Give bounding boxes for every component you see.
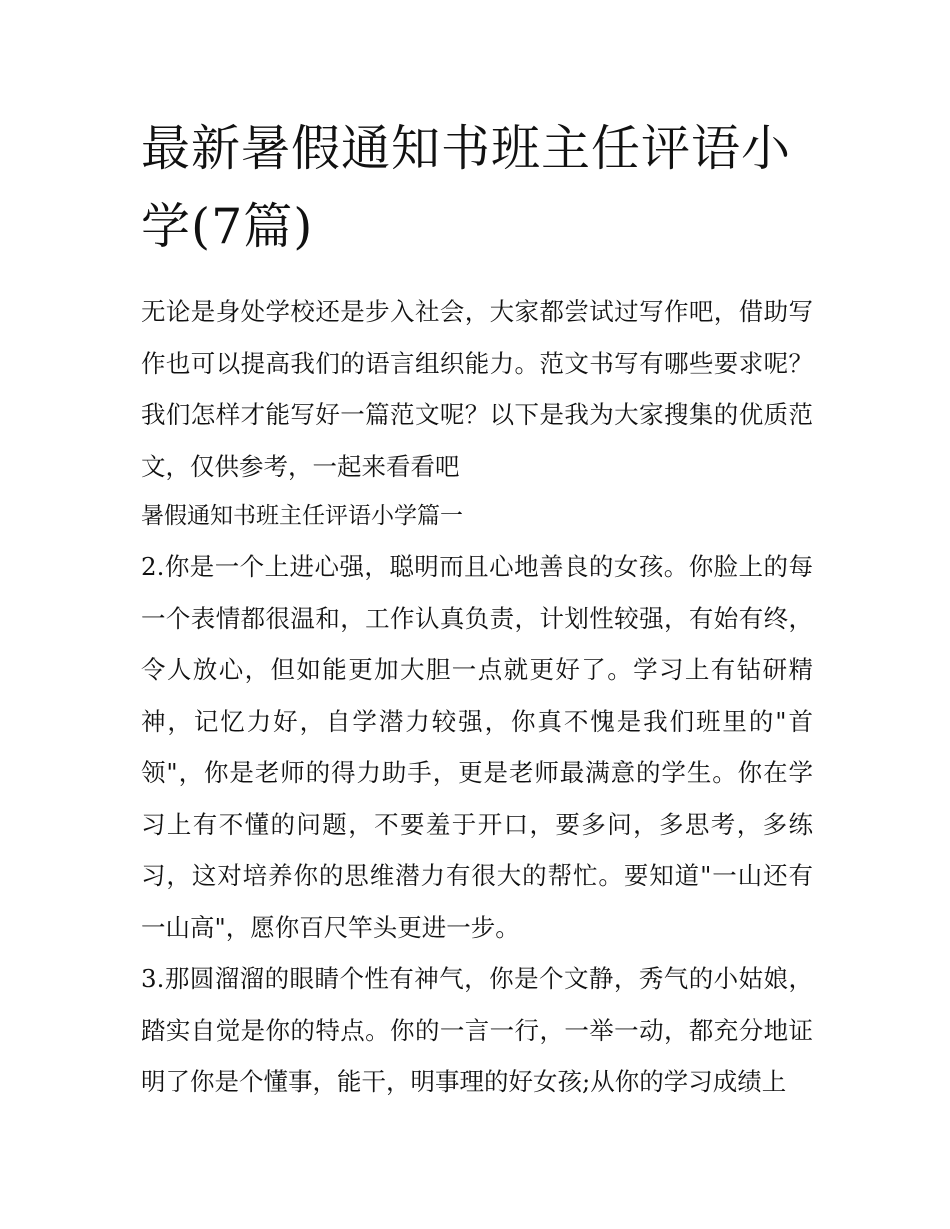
document-page xyxy=(141,110,813,1108)
comment-paragraph-3: 3.那圆溜溜的眼睛个性有神气，你是个文静，秀气的小姑娘，踏实自觉是你的特点。你的一言一行，一举一动，都充分地证明了你是个懂事，能干，明事理的好女孩;从你的学习成绩上 xyxy=(141,964,813,1096)
section-heading: 暑假通知书班主任评语小学篇一 xyxy=(141,503,463,529)
intro-paragraph: 无论是身处学校还是步入社会，大家都尝试过写作吧，借助写作也可以提高我们的语言组织能力。范文书写有哪些要求呢？我们怎样才能写好一篇范文呢？以下是我为大家搜集的优质范文，仅供参考，一起来看看吧 xyxy=(141,297,813,481)
document-body xyxy=(141,286,813,1108)
document-title: 最新暑假通知书班主任评语小学(7篇) xyxy=(141,120,792,255)
comment-paragraph-2: 2.你是一个上进心强，聪明而且心地善良的女孩。你脸上的每一个表情都很温和，工作认真负责，计划性较强，有始有终，令人放心，但如能更加大胆一点就更好了。学习上有钻研精神，记忆力好，自学潜力较强，你真不愧是我们班里的"首领"，你是老师的得力助手，更是老师最满意的学生。你在学习上有不懂的问题，不要羞于开口，要多问，多思考，多练习，这对培养你的思维潜力有很大的帮忙。要知道"一山还有一山高"，愿你百尺竿头更进一步。 xyxy=(141,552,813,942)
